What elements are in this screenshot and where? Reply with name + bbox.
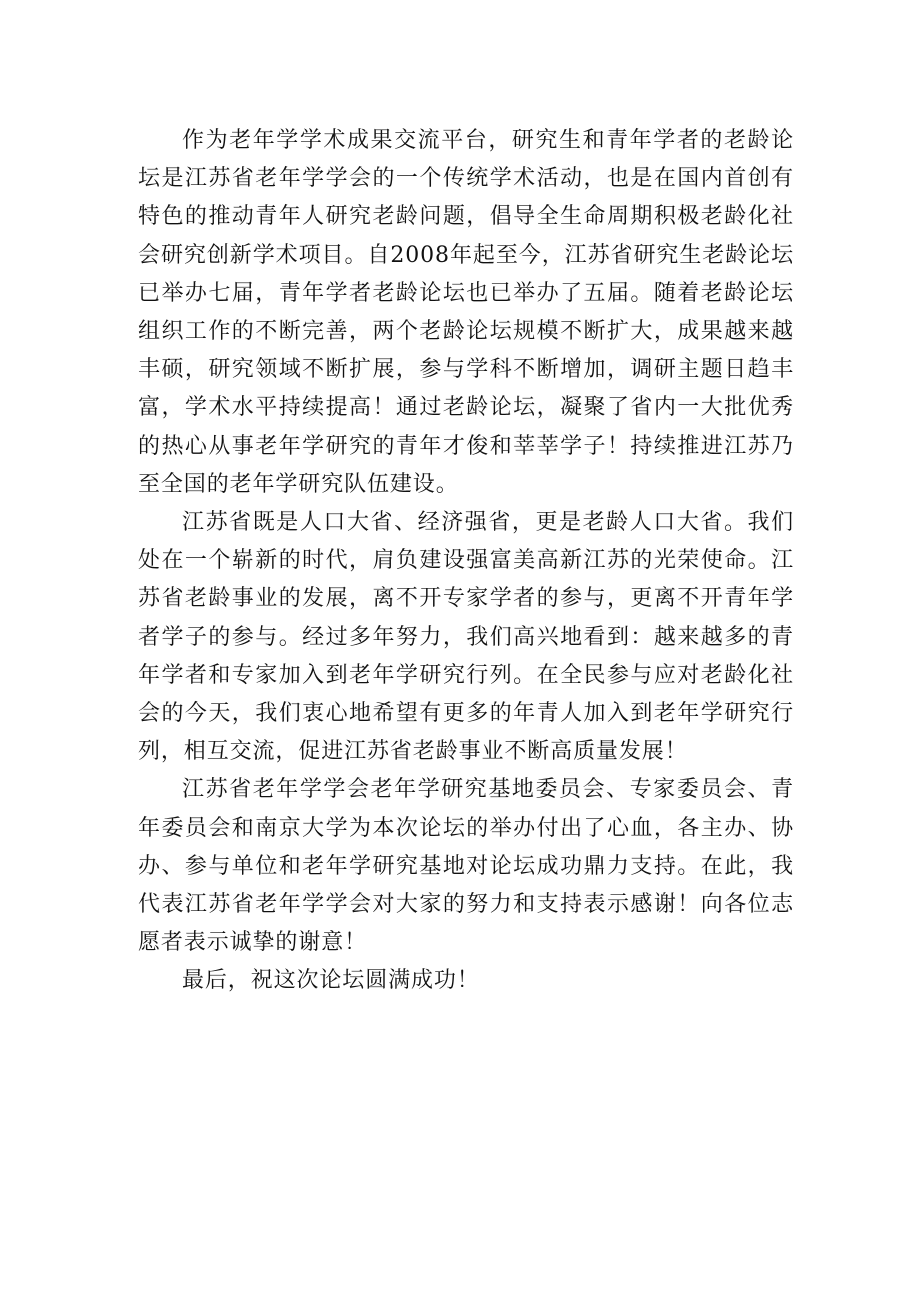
paragraph-closing: 最后，祝这次论坛圆满成功！ [182, 968, 480, 994]
paragraph-jiangsu-aging: 江苏省既是人口大省、经济强省，更是老龄人口大省。我们处在一个崭新的时代，肩负建设强富美高新江苏的光荣使命。江苏省老龄事业的发展，离不开专家学者的参与，更离不开青年学者学子的参与。经过多年努力，我们高兴地看到：越来越多的青年学者和专家加入到老年学研究行列。在全民参与应对老龄化社会的今天，我们衷心地希望有更多的年青人加入到老年学研究行列，相互交流，促进江苏省老龄事业不断高质量发展！ [138, 510, 794, 765]
paragraph-forum-introduction: 作为老年学学术成果交流平台，研究生和青年学者的老龄论坛是江苏省老年学学会的一个传统学术活动，也是在国内首创有特色的推动青年人研究老龄问题，倡导全生命周期积极老龄化社会研究创新学术项目。自2008年起至今，江苏省研究生老龄论坛已举办七届，青年学者老龄论坛也已举办了五届。随着老龄论坛组织工作的不断完善，两个老龄论坛规模不断扩大，成果越来越丰硕，研究领域不断扩展，参与学科不断增加，调研主题日趋丰富，学术水平持续提高！通过老龄论坛，凝聚了省内一大批优秀的热心从事老年学研究的青年才俊和莘莘学子！持续推进江苏乃至全国的老年学研究队伍建设。 [138, 128, 794, 497]
paragraph-acknowledgements: 江苏省老年学学会老年学研究基地委员会、专家委员会、青年委员会和南京大学为本次论坛的举办付出了心血，各主办、协办、参与单位和老年学研究基地对论坛成功鼎力支持。在此，我代表江苏省老年学学会对大家的努力和支持表示感谢！向各位志愿者表示诚挚的谢意！ [138, 777, 794, 956]
document-body [138, 122, 794, 1001]
